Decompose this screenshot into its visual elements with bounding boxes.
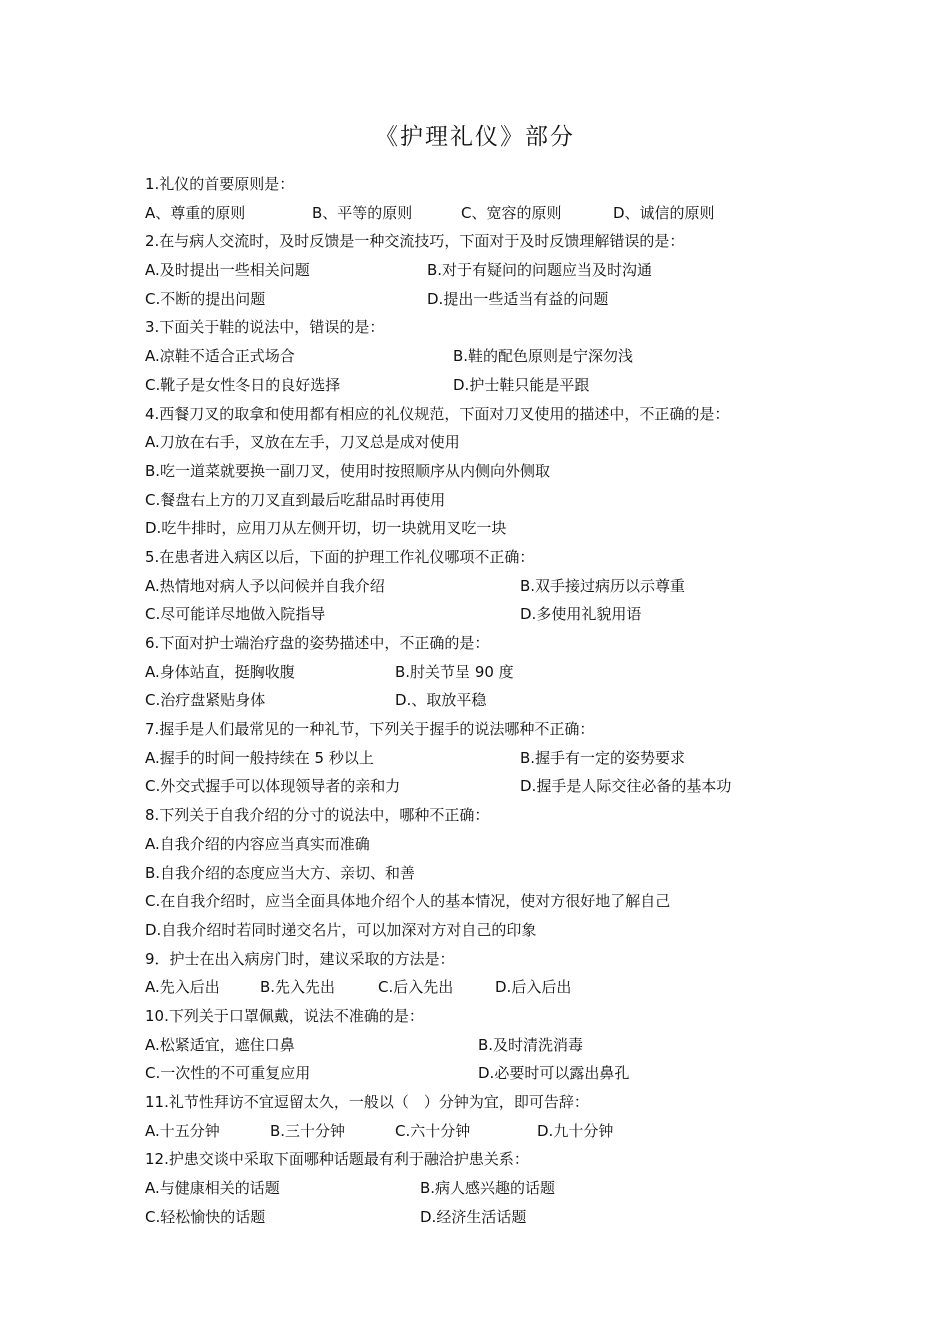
- question-1: 1.礼仪的首要原则是：: [145, 175, 295, 193]
- option-b: B.自我介绍的态度应当大方、亲切、和善: [145, 863, 416, 882]
- option-c: C.一次性的不可重复应用: [145, 1064, 311, 1083]
- options-row: [145, 256, 845, 285]
- option-a: A.松紧适宜，遮住口鼻: [145, 1035, 295, 1054]
- options-row: [145, 744, 845, 773]
- option-c: C.尽可能详尽地做入院指导: [145, 605, 326, 624]
- question-5: 5.在患者进入病区以后，下面的护理工作礼仪哪项不正确：: [145, 547, 535, 566]
- option-d: D.提出一些适当有益的问题: [427, 289, 609, 308]
- option-c: C.六十分钟: [395, 1121, 471, 1140]
- option-d: D.吃牛排时，应用刀从左侧开切，切一块就用叉吃一块: [145, 519, 507, 538]
- question-11: 11.礼节性拜访不宜逗留太久，一般以（ ）分钟为宜，即可告辞：: [145, 1093, 589, 1111]
- option-d: D.九十分钟: [537, 1121, 614, 1140]
- option-d: D.护士鞋只能是平跟: [453, 375, 590, 394]
- options-row: [145, 572, 845, 601]
- question-9: 9．护士在出入病房门时，建议采取的方法是：: [145, 949, 455, 968]
- option-b: B.吃一道菜就要换一副刀叉，使用时按照顺序从内侧向外侧取: [145, 461, 551, 480]
- option-c: C.餐盘右上方的刀叉直到最后吃甜品时再使用: [145, 490, 446, 509]
- option-c: C、宽容的原则: [461, 203, 562, 222]
- option-a: A.热情地对病人予以问候并自我介绍: [145, 576, 385, 595]
- option-d: D.经济生活话题: [420, 1207, 527, 1226]
- options-row: [145, 1031, 845, 1060]
- option-c: C.外交式握手可以体现领导者的亲和力: [145, 777, 401, 796]
- option-a: A.自我介绍的内容应当真实而准确: [145, 834, 370, 853]
- option-a: A.十五分钟: [145, 1121, 220, 1140]
- option-c: C.靴子是女性冬日的良好选择: [145, 375, 341, 394]
- option-c: C.在自我介绍时，应当全面具体地介绍个人的基本情况，使对方很好地了解自己: [145, 892, 671, 911]
- option-d: D、诚信的原则: [613, 203, 715, 222]
- options-row: [145, 973, 845, 1002]
- option-a: A.身体站直，挺胸收腹: [145, 662, 295, 681]
- option-b: B.握手有一定的姿势要求: [520, 748, 686, 767]
- options-row: [145, 1117, 845, 1146]
- option-a: A.握手的时间一般持续在 5 秒以上: [145, 748, 374, 767]
- options-row: [145, 1059, 845, 1088]
- question-3: 3.下面关于鞋的说法中，错误的是：: [145, 318, 385, 337]
- question-list: [145, 170, 845, 1231]
- option-d: D.多使用礼貌用语: [520, 605, 642, 624]
- options-row: [145, 285, 845, 314]
- page-title: 《护理礼仪》部分: [375, 124, 575, 150]
- option-a: A.先入后出: [145, 978, 220, 997]
- question-12: 12.护患交谈中采取下面哪种话题最有利于融洽护患关系：: [145, 1150, 529, 1169]
- option-b: B.病人感兴趣的话题: [420, 1179, 556, 1198]
- options-row: [145, 199, 845, 228]
- option-b: B、平等的原则: [312, 203, 413, 222]
- option-d: D.后入后出: [495, 978, 572, 997]
- option-b: B.先入先出: [260, 978, 336, 997]
- option-b: B.双手接过病历以示尊重: [520, 576, 686, 595]
- options-row: [145, 600, 845, 629]
- option-b: B.鞋的配色原则是宁深勿浅: [453, 347, 634, 366]
- option-a: A.凉鞋不适合正式场合: [145, 347, 295, 366]
- options-row: [145, 686, 845, 715]
- option-b: B.及时清洗消毒: [478, 1035, 584, 1054]
- options-row: [145, 658, 845, 687]
- option-c: C.不断的提出问题: [145, 289, 266, 308]
- question-8: 8.下列关于自我介绍的分寸的说法中，哪种不正确：: [145, 806, 490, 825]
- option-a: A.刀放在右手，叉放在左手，刀叉总是成对使用: [145, 433, 460, 452]
- option-d: D.必要时可以露出鼻孔: [478, 1064, 630, 1083]
- question-2: 2.在与病人交流时，及时反馈是一种交流技巧，下面对于及时反馈理解错误的是：: [145, 232, 685, 251]
- options-row: [145, 342, 845, 371]
- option-c: C.治疗盘紧贴身体: [145, 691, 266, 710]
- option-b: B.三十分钟: [270, 1121, 346, 1140]
- option-d: D.、取放平稳: [395, 691, 487, 710]
- question-10: 10.下列关于口罩佩戴，说法不准确的是：: [145, 1006, 424, 1025]
- option-d: D.自我介绍时若同时递交名片，可以加深对方对自己的印象: [145, 920, 537, 939]
- option-a: A.及时提出一些相关问题: [145, 261, 310, 280]
- options-row: [145, 1203, 845, 1232]
- options-row: [145, 1174, 845, 1203]
- option-c: C.后入先出: [378, 978, 454, 997]
- options-row: [145, 772, 845, 801]
- question-7: 7.握手是人们最常见的一种礼节，下列关于握手的说法哪种不正确：: [145, 720, 595, 739]
- question-6: 6.下面对护士端治疗盘的姿势描述中，不正确的是：: [145, 634, 490, 652]
- option-c: C.轻松愉快的话题: [145, 1207, 266, 1226]
- question-4: 4.西餐刀叉的取拿和使用都有相应的礼仪规范，下面对刀叉使用的描述中，不正确的是：: [145, 404, 730, 423]
- option-a: A.与健康相关的话题: [145, 1179, 280, 1198]
- option-a: A、尊重的原则: [145, 203, 246, 222]
- option-d: D.握手是人际交往必备的基本功: [520, 777, 732, 796]
- option-b: B.肘关节呈 90 度: [395, 662, 514, 681]
- option-b: B.对于有疑问的问题应当及时沟通: [427, 261, 653, 280]
- options-row: [145, 371, 845, 400]
